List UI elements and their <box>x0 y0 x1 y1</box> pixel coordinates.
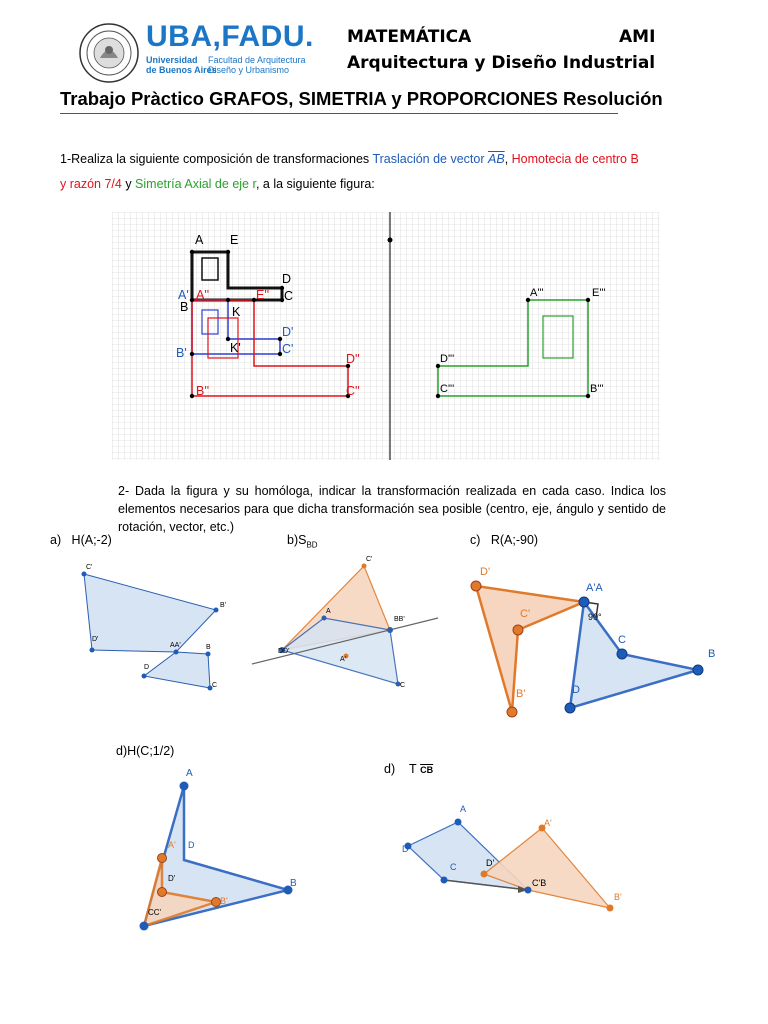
label-E2: E'' <box>256 288 270 302</box>
fig-c-label-B1: B' <box>516 688 526 700</box>
label-E: E <box>230 233 239 247</box>
fig-d1-label-D: D <box>188 840 195 850</box>
fig-b-label-BB: BB' <box>394 616 405 623</box>
fig-d2-label-A: A <box>460 804 467 814</box>
fig-b-label-DD: DD' <box>278 648 290 655</box>
fig-d2-label-C: C <box>450 862 457 872</box>
label-D: D <box>282 272 292 286</box>
university-seal <box>78 22 140 84</box>
label-C3: C''' <box>440 383 455 395</box>
figure-d1 <box>126 768 306 938</box>
label-A: A <box>195 233 204 247</box>
label-d2: d) T $\overline{CB}$ <box>384 762 434 776</box>
fig-d1-label-B1: B' <box>220 896 228 906</box>
label-a: a) H(A;-2) <box>50 533 112 547</box>
career-title: Arquitectura y Diseño Industrial <box>347 53 656 73</box>
label-B1: B' <box>176 346 187 360</box>
logo-university: Universidad de Buenos Aires <box>146 55 217 75</box>
page-title: Trabajo Pràctico GRAFOS, SIMETRIA y PROPORCIONES Resolución <box>60 88 663 109</box>
fig-c-label-D1: D' <box>480 566 491 578</box>
exercise-1-text: 1-Realiza la siguiente composición de transformaciones Traslación de vector $\overline{AB}$, Homotecia de centro B <box>60 152 639 166</box>
fig-a-label-AA: AA' <box>170 642 181 649</box>
label-D3: D''' <box>440 353 455 365</box>
figure-b <box>248 552 448 702</box>
fig-d1-label-CC: CC' <box>148 908 162 917</box>
label-A1: A' <box>178 288 189 302</box>
label-C2: C'' <box>346 384 360 398</box>
label-D1: D' <box>282 325 294 339</box>
logo-faculty: Facultad de Arquitectura Diseño y Urbanismo <box>208 55 306 75</box>
label-B2: B'' <box>196 384 210 398</box>
fig-d2-label-D1: D' <box>486 858 495 868</box>
fig-d1-label-B: B <box>290 878 297 889</box>
exercise-1-figure <box>112 212 660 460</box>
fig-d2-label-B1: B' <box>614 892 622 902</box>
subject-title: MATEMÁTICA <box>347 27 472 47</box>
fig-a-label-C1: C' <box>86 564 93 571</box>
figure-c <box>462 560 726 720</box>
fig-d2-label-A1: A' <box>544 818 552 828</box>
course-code: AMI <box>619 27 656 47</box>
fig-c-label-C1: C' <box>520 608 531 620</box>
fig-a-label-D: D <box>144 664 150 671</box>
fig-d1-label-A: A <box>186 768 193 779</box>
label-C: C <box>284 289 294 303</box>
label-E3: E''' <box>592 287 606 299</box>
label-K: K <box>232 305 241 319</box>
label-d1: d)H(C;1/2) <box>116 744 175 758</box>
label-c: c) R(A;-90) <box>470 533 539 547</box>
fig-b-label-C: C <box>400 682 406 689</box>
fig-c-label-C: C <box>618 634 626 646</box>
label-B: B <box>180 300 189 314</box>
label-C1: C' <box>282 342 294 356</box>
title-underline <box>60 113 618 114</box>
fig-b-label-A1: A' <box>340 656 347 663</box>
fig-a-label-B1: B' <box>220 602 227 609</box>
label-B3: B''' <box>590 383 604 395</box>
label-b: $b)S_{BD}$ <box>287 533 318 550</box>
fig-c-label-angle: 90° <box>588 612 602 622</box>
figure-d2 <box>394 800 634 920</box>
fig-d1-label-A1: A' <box>168 840 176 850</box>
figure-a <box>70 560 240 700</box>
exercise-1-text-line2: y razón 7/4 y Simetría Axial de eje r, a la siguiente figura: <box>60 177 375 191</box>
fig-d2-label-D: D <box>402 844 409 854</box>
fig-b-label-C1: C' <box>366 556 373 563</box>
fig-d2-label-CB: C'B <box>532 878 547 888</box>
fig-d1-label-D1: D' <box>168 874 176 883</box>
exercise-2-text: 2- Dada la figura y su homóloga, indicar la transformación realizada en cada caso. Indica los elementos necesarios para que dicha transformación sea posible (centro, eje, ángulo y sentido de rotación, vector, etc.) <box>118 484 666 534</box>
fig-c-label-B: B <box>708 648 716 660</box>
fig-c-label-AA: A'A <box>586 582 603 594</box>
logo-main: UBA,FADU. <box>146 20 314 53</box>
label-K1: K' <box>230 341 241 355</box>
fig-a-label-B: B <box>206 644 211 651</box>
label-A3: A''' <box>530 287 544 299</box>
fig-b-label-A: A <box>326 608 331 615</box>
fig-a-label-D1: D' <box>92 636 99 643</box>
fig-c-label-D: D <box>572 684 580 696</box>
label-D2: D'' <box>346 352 360 366</box>
fig-a-label-C: C <box>212 682 218 689</box>
label-A2: A'' <box>196 288 210 302</box>
